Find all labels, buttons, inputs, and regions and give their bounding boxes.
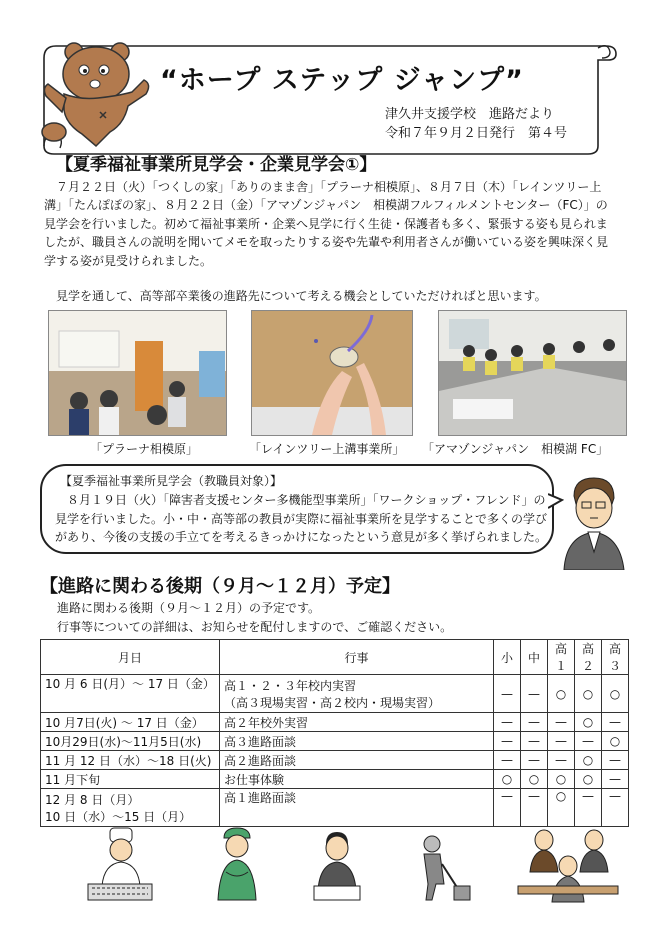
section2-intro1: 進路に関わる後期（９月～１２月）の予定です。 (57, 601, 321, 615)
row-mark: ○ (521, 770, 548, 789)
meeting-illustration-icon (516, 826, 620, 904)
row-date-text2: 10 日（水）～15 日（月） (45, 809, 192, 824)
row-mark: ○ (602, 732, 629, 751)
header-junior: 中 (521, 640, 548, 675)
table-row (41, 770, 629, 789)
row-date (41, 675, 220, 713)
row-mark: — (521, 675, 548, 713)
section2-heading: 【進路に関わる後期（９月～１２月）予定】 (40, 576, 400, 597)
row-mark: — (548, 751, 575, 770)
table-header-row (41, 640, 629, 675)
section1-paragraph2: 見学を通して、高等部卒業後の進路先について考える機会としていただければと思います。 (44, 289, 547, 303)
row-event-text2: （高３現場実習・高２校内・現場実習） (223, 695, 440, 710)
row-mark: ○ (575, 675, 602, 713)
row-mark: — (494, 751, 521, 770)
photo-caption-3: 「アマゾンジャパン 相模湖 FC」 (422, 442, 609, 456)
row-event (219, 675, 493, 713)
row-mark: — (548, 732, 575, 751)
newsletter-title: “ホープ ステップ ジャンプ” (160, 65, 524, 96)
row-mark: ○ (602, 675, 629, 713)
row-event: 高２年校外実習 (219, 713, 493, 732)
table-row (41, 732, 629, 751)
schedule-table (40, 639, 629, 827)
row-mark: — (521, 713, 548, 732)
row-date-text: 10 月 6 日(月）～ 17 日（金） (45, 677, 215, 691)
row-date: 10 月7日(火) ～ 17 日（金） (41, 713, 220, 732)
row-mark: — (548, 713, 575, 732)
table-row (41, 789, 629, 827)
row-mark: — (602, 751, 629, 770)
cleaner-illustration-icon (414, 834, 472, 902)
teacher-illustration-icon (556, 474, 628, 570)
row-date (41, 789, 220, 827)
row-mark: — (602, 789, 629, 827)
office-worker-illustration-icon (312, 830, 362, 902)
row-event: 高１進路面談 (219, 789, 493, 827)
section1-paragraph1: ７月２２日（火）「つくしの家」「ありのまま舎」「プラーナ相模原」、８月７日（木）「レインツリー上溝」「たんぽぽの家」、８月２２日（金）「アマゾンジャパン 相模湖フルフィルメントセンター（FC）」の見学会を行いました。初めて福祉事業所・企業へ見学に行く生徒・保護者も多く、緊張する姿も見られましたが、職員さんの説明を聞いてメモを取ったりする姿や先輩や利用者さんが働いている姿を興味深く見学する姿が見受けられました。 (44, 180, 609, 268)
section2-intro2: 行事等についての詳細は、お知らせを配付しますので、ご確認ください。 (57, 620, 453, 634)
header-high2: 高２ (575, 640, 602, 675)
school-name: 津久井支援学校 進路だより (385, 107, 555, 122)
row-date: 11 月 12 日（水）～18 日(火) (41, 751, 220, 770)
row-mark: — (521, 732, 548, 751)
row-mark: — (494, 732, 521, 751)
photo-caption-2: 「レインツリー上溝事業所」 (249, 442, 405, 456)
photo-caption-1: 「プラーナ相模原」 (90, 442, 199, 456)
row-date: 10月29日(水)～11月5日(水) (41, 732, 220, 751)
row-mark: ○ (548, 770, 575, 789)
table-row (41, 675, 629, 713)
photo-prana-sagamihara (48, 310, 227, 436)
row-mark: — (494, 789, 521, 827)
row-mark: — (521, 789, 548, 827)
row-mark: ○ (575, 713, 602, 732)
photo-raintree-kamimizo (251, 310, 413, 436)
row-event: 高３進路面談 (219, 732, 493, 751)
row-date-text: 12 月 8 日（月） (45, 792, 140, 807)
section1-heading: 【夏季福祉事業所見学会・企業見学会①】 (56, 155, 377, 175)
row-event: 高２進路面談 (219, 751, 493, 770)
issue-info: 令和７年９月２日発行 第４号 (385, 126, 568, 141)
row-mark: — (575, 732, 602, 751)
row-mark: ○ (548, 675, 575, 713)
header-event: 行事 (219, 640, 493, 675)
row-mark: — (494, 675, 521, 713)
row-event: お仕事体験 (219, 770, 493, 789)
row-mark: ○ (494, 770, 521, 789)
photo-amazon-sagamiko (438, 310, 627, 436)
header-date: 月日 (41, 640, 220, 675)
header-high1: 高１ (548, 640, 575, 675)
bear-mascot-icon (40, 40, 152, 148)
worker-illustration-icon (212, 826, 262, 902)
row-event-text: 高１・２・３年校内実習 (223, 678, 356, 693)
row-mark: ○ (548, 789, 575, 827)
row-mark: — (602, 713, 629, 732)
row-mark: — (494, 713, 521, 732)
table-row (41, 751, 629, 770)
bubble-text: ８月１９日（火）「障害者支援センター多機能型事業所」「ワークショップ・フレンド」の見学を行いました。小・中・高等部の教員が実際に福祉事業所を見学することで多くの学びがあり、今後の支援の手立てを考えるきっかけになったという意見が多く挙げられました。 (55, 493, 548, 545)
row-mark: — (575, 789, 602, 827)
header-elementary: 小 (494, 640, 521, 675)
row-mark: — (521, 751, 548, 770)
row-mark: ○ (575, 770, 602, 789)
row-date: 11 月下旬 (41, 770, 220, 789)
row-mark: ○ (575, 751, 602, 770)
bubble-title: 【夏季福祉事業所見学会（教職員対象）】 (60, 474, 283, 488)
row-mark: — (602, 770, 629, 789)
chef-illustration-icon (84, 826, 156, 902)
header-high3: 高３ (602, 640, 629, 675)
table-row (41, 713, 629, 732)
